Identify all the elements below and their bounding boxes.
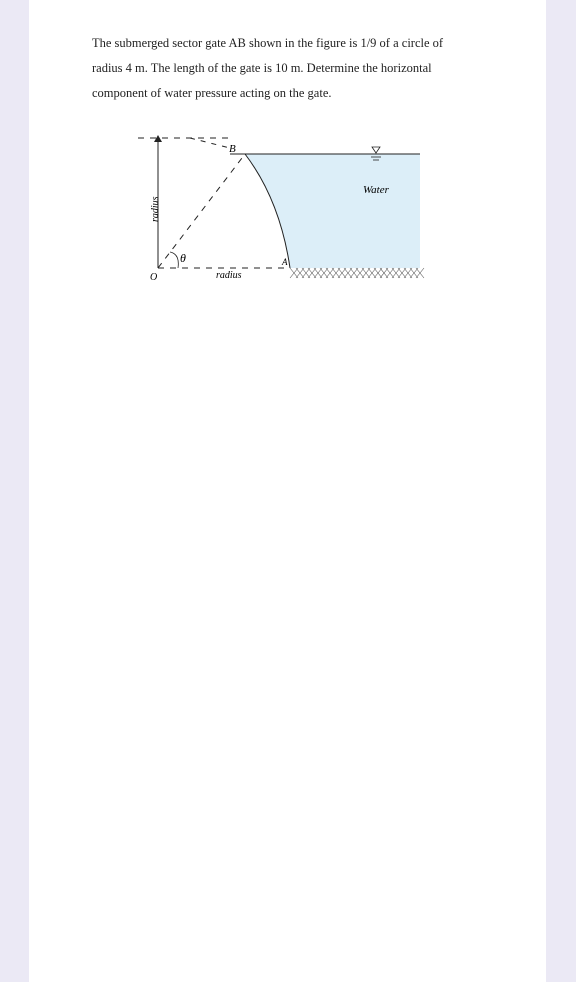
sector-gate-figure <box>130 130 430 300</box>
label-radius-horizontal: radius <box>216 270 242 281</box>
ground-hatch <box>290 268 424 278</box>
dashed-radius-ob <box>158 158 242 268</box>
theta-arc <box>170 252 178 268</box>
free-surface-symbol <box>372 147 380 153</box>
label-a: A <box>282 257 288 267</box>
dashed-top-line-2 <box>190 138 230 148</box>
label-water: Water <box>363 184 389 196</box>
label-radius-vertical: radius <box>150 196 161 222</box>
question-line-3: component of water pressure acting on the gate. <box>92 86 332 100</box>
label-b: B <box>229 143 236 155</box>
water-region <box>245 154 420 268</box>
label-o: O <box>150 272 158 283</box>
question-line-2: radius 4 m. The length of the gate is 10 m. Determine the horizontal <box>92 61 432 75</box>
label-theta: θ <box>180 251 186 265</box>
question-line-1: The submerged sector gate AB shown in the figure is 1/9 of a circle of <box>92 36 444 50</box>
question-text <box>92 31 512 106</box>
